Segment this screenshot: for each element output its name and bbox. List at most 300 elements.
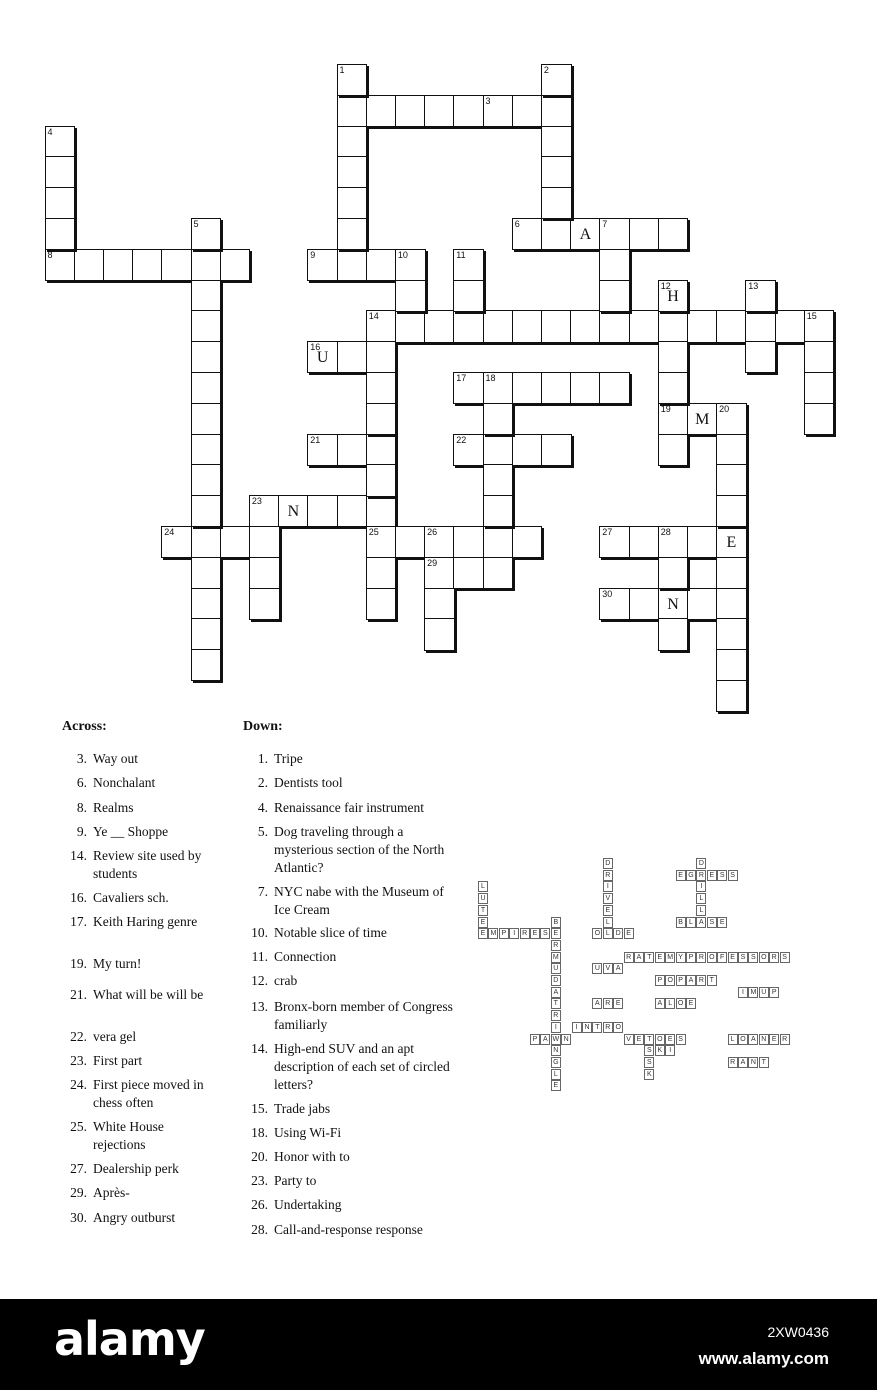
clue-text: Connection xyxy=(274,949,337,964)
grid-cell[interactable] xyxy=(570,372,601,404)
grid-cell[interactable] xyxy=(687,526,718,558)
preview-cell: D xyxy=(603,858,613,869)
preview-cell: E xyxy=(707,870,717,881)
preview-cell: I xyxy=(572,1022,582,1033)
clue-across-30 xyxy=(70,1209,218,1227)
preview-cell: R xyxy=(520,928,530,939)
preview-cell: S xyxy=(540,928,550,939)
grid-cell[interactable] xyxy=(483,372,514,404)
preview-cell: U xyxy=(592,963,602,974)
preview-cell: I xyxy=(696,881,706,892)
preview-cell: K xyxy=(655,1045,665,1056)
grid-cell[interactable] xyxy=(424,95,455,127)
grid-cell[interactable] xyxy=(716,588,747,620)
grid-cell[interactable] xyxy=(629,310,660,342)
grid-cell[interactable] xyxy=(191,526,222,558)
grid-cell[interactable] xyxy=(366,341,397,373)
clue-number: 18 xyxy=(485,373,496,383)
clue-down-26 xyxy=(251,1196,454,1214)
grid-cell[interactable] xyxy=(716,403,747,435)
grid-cell[interactable] xyxy=(512,310,543,342)
grid-cell[interactable] xyxy=(775,310,806,342)
grid-cell[interactable] xyxy=(658,403,689,435)
clue-text: Renaissance fair instrument xyxy=(274,800,424,815)
grid-cell[interactable] xyxy=(599,310,630,342)
clue-number: 20. xyxy=(251,1149,268,1164)
grid-cell[interactable] xyxy=(191,464,222,496)
grid-cell[interactable] xyxy=(483,464,514,496)
image-id: 2XW0436 xyxy=(767,1324,829,1340)
grid-cell[interactable] xyxy=(599,588,630,620)
grid-cell[interactable] xyxy=(191,372,222,404)
clue-number: 1. xyxy=(257,751,268,766)
grid-cell[interactable] xyxy=(424,310,455,342)
clue-number: 7. xyxy=(257,884,268,899)
clue-number: 15 xyxy=(806,311,817,322)
grid-cell[interactable] xyxy=(541,126,572,158)
grid-cell[interactable] xyxy=(337,156,368,188)
grid-cell[interactable] xyxy=(220,249,251,281)
grid-cell[interactable] xyxy=(45,218,76,250)
clue-across-6 xyxy=(76,774,218,792)
grid-cell[interactable] xyxy=(541,187,572,219)
grid-cell[interactable] xyxy=(483,310,514,342)
grid-cell[interactable] xyxy=(658,280,689,312)
clue-number: 18. xyxy=(251,1125,268,1140)
grid-cell[interactable] xyxy=(658,310,689,342)
grid-cell[interactable] xyxy=(337,126,368,158)
clue-across-25 xyxy=(70,1118,218,1154)
clue-number: 28 xyxy=(660,527,671,537)
grid-cell[interactable] xyxy=(366,526,397,558)
grid-cell[interactable] xyxy=(424,588,455,620)
preview-cell: R xyxy=(780,1034,790,1045)
grid-cell[interactable] xyxy=(716,310,747,342)
preview-cell: F xyxy=(717,952,727,963)
grid-cell[interactable] xyxy=(395,95,426,127)
grid-cell[interactable] xyxy=(424,618,455,650)
clue-number: 22 xyxy=(456,434,467,445)
preview-cell: T xyxy=(707,975,717,986)
grid-cell[interactable] xyxy=(424,557,455,589)
clue-number: 10. xyxy=(251,925,268,940)
clue-number: 16 xyxy=(310,342,321,353)
preview-cell: I xyxy=(509,928,519,939)
preview-cell: T xyxy=(592,1022,602,1033)
clue-text: Angry outburst xyxy=(93,1210,176,1225)
grid-cell[interactable] xyxy=(804,310,835,342)
clue-text: Bronx-born member of Congress familiarly xyxy=(274,999,453,1032)
grid-cell[interactable] xyxy=(45,249,76,281)
preview-cell: P xyxy=(676,975,686,986)
clue-across-22 xyxy=(70,1028,218,1046)
clue-text: Cavaliers sch. xyxy=(93,890,169,905)
clue-text: Notable slice of time xyxy=(274,925,387,940)
clue-across-27 xyxy=(70,1160,218,1178)
clue-number: 23. xyxy=(70,1053,87,1068)
grid-cell[interactable] xyxy=(804,372,835,404)
grid-cell[interactable] xyxy=(366,249,397,281)
clue-number: 11 xyxy=(456,249,466,260)
clue-down-12 xyxy=(251,972,454,990)
clue-number: 2 xyxy=(543,65,549,75)
grid-cell[interactable] xyxy=(191,280,222,312)
grid-cell[interactable] xyxy=(453,95,484,127)
preview-cell: T xyxy=(644,1034,654,1045)
clue-text: Keith Haring genre xyxy=(93,914,198,929)
grid-cell[interactable] xyxy=(307,341,338,373)
clue-text: Dentists tool xyxy=(274,775,343,790)
grid-cell[interactable] xyxy=(366,372,397,404)
grid-cell[interactable] xyxy=(716,649,747,681)
grid-cell[interactable] xyxy=(570,218,601,250)
preview-cell: L xyxy=(603,928,613,939)
grid-cell[interactable] xyxy=(453,372,484,404)
clue-text: First part xyxy=(93,1053,143,1068)
grid-cell[interactable] xyxy=(337,187,368,219)
given-letter: N xyxy=(287,503,300,521)
grid-cell[interactable] xyxy=(45,187,76,219)
clue-number: 14. xyxy=(70,848,87,863)
clue-number: 3 xyxy=(485,95,491,106)
grid-cell[interactable] xyxy=(745,280,776,312)
grid-cell[interactable] xyxy=(541,64,572,96)
preview-cell: S xyxy=(676,1034,686,1045)
clue-number: 28. xyxy=(251,1222,268,1237)
preview-cell: O xyxy=(676,998,686,1009)
grid-cell[interactable] xyxy=(191,649,222,681)
preview-cell: E xyxy=(686,998,696,1009)
grid-cell[interactable] xyxy=(453,249,484,281)
grid-cell[interactable] xyxy=(161,526,192,558)
grid-cell[interactable] xyxy=(658,618,689,650)
grid-cell[interactable] xyxy=(366,95,397,127)
clue-number: 9 xyxy=(310,249,316,260)
grid-cell[interactable] xyxy=(629,526,660,558)
grid-cell[interactable] xyxy=(337,249,368,281)
grid-cell[interactable] xyxy=(337,495,368,527)
clue-across-14 xyxy=(70,847,218,883)
grid-cell[interactable] xyxy=(191,341,222,373)
grid-cell[interactable] xyxy=(395,310,426,342)
preview-cell: I xyxy=(551,1022,561,1033)
preview-cell: T xyxy=(551,998,561,1009)
grid-cell[interactable] xyxy=(366,495,397,527)
clue-number: 8 xyxy=(47,249,53,260)
preview-cell: E xyxy=(551,1080,561,1091)
grid-cell[interactable] xyxy=(512,434,543,466)
grid-cell[interactable] xyxy=(191,495,222,527)
clue-number: 24 xyxy=(164,527,175,537)
grid-cell[interactable] xyxy=(483,557,514,589)
grid-cell[interactable] xyxy=(191,588,222,620)
preview-cell: V xyxy=(603,893,613,904)
clue-number: 14 xyxy=(368,311,379,322)
grid-cell[interactable] xyxy=(278,495,309,527)
grid-cell[interactable] xyxy=(745,310,776,342)
clue-number: 1 xyxy=(339,65,345,75)
grid-cell[interactable] xyxy=(716,557,747,589)
preview-cell: G xyxy=(551,1057,561,1068)
clue-text: First piece moved in chess often xyxy=(93,1077,204,1110)
grid-cell[interactable] xyxy=(804,341,835,373)
preview-cell: S xyxy=(748,952,758,963)
grid-cell[interactable] xyxy=(658,434,689,466)
grid-cell[interactable] xyxy=(599,249,630,281)
preview-cell: L xyxy=(686,917,696,928)
clue-number: 17 xyxy=(456,373,467,383)
clue-text: Nonchalant xyxy=(93,775,156,790)
clue-number: 2. xyxy=(257,775,268,790)
preview-cell: U xyxy=(759,987,769,998)
preview-cell: E xyxy=(478,928,488,939)
clue-number: 6. xyxy=(76,775,87,790)
grid-cell[interactable] xyxy=(191,403,222,435)
preview-cell: E xyxy=(624,928,634,939)
grid-cell[interactable] xyxy=(366,557,397,589)
grid-cell[interactable] xyxy=(658,526,689,558)
clue-number: 25 xyxy=(368,527,379,537)
clue-number: 30. xyxy=(70,1210,87,1225)
preview-cell: B xyxy=(551,917,561,928)
grid-cell[interactable] xyxy=(658,218,689,250)
preview-cell: A xyxy=(592,998,602,1009)
grid-cell[interactable] xyxy=(307,434,338,466)
preview-cell: L xyxy=(551,1069,561,1080)
grid-cell[interactable] xyxy=(191,310,222,342)
grid-cell[interactable] xyxy=(307,249,338,281)
clue-down-4 xyxy=(257,799,454,817)
clue-text: White House rejections xyxy=(93,1119,164,1152)
grid-cell[interactable] xyxy=(191,434,222,466)
preview-cell: G xyxy=(686,870,696,881)
grid-cell[interactable] xyxy=(570,310,601,342)
grid-cell[interactable] xyxy=(804,403,835,435)
grid-cell[interactable] xyxy=(599,280,630,312)
grid-cell[interactable] xyxy=(541,156,572,188)
grid-cell[interactable] xyxy=(453,280,484,312)
clue-number: 20 xyxy=(719,403,730,414)
clue-number: 15. xyxy=(251,1101,268,1116)
clue-number: 11. xyxy=(251,949,268,964)
preview-cell: E xyxy=(634,1034,644,1045)
grid-cell[interactable] xyxy=(191,618,222,650)
grid-cell[interactable] xyxy=(658,557,689,589)
preview-cell: E xyxy=(603,905,613,916)
grid-cell[interactable] xyxy=(103,249,134,281)
grid-cell[interactable] xyxy=(716,434,747,466)
preview-cell: N xyxy=(748,1057,758,1068)
grid-cell[interactable] xyxy=(132,249,163,281)
clue-text: Undertaking xyxy=(274,1197,342,1212)
clue-number: 12. xyxy=(251,973,268,988)
preview-cell: D xyxy=(613,928,623,939)
grid-cell[interactable] xyxy=(395,249,426,281)
grid-cell[interactable] xyxy=(541,218,572,250)
grid-cell[interactable] xyxy=(337,341,368,373)
grid-cell[interactable] xyxy=(716,680,747,712)
clue-number: 23. xyxy=(251,1173,268,1188)
grid-cell[interactable] xyxy=(483,95,514,127)
clue-text: Review site used by students xyxy=(93,848,202,881)
grid-cell[interactable] xyxy=(366,403,397,435)
preview-cell: N xyxy=(582,1022,592,1033)
grid-cell[interactable] xyxy=(687,588,718,620)
grid-cell[interactable] xyxy=(716,495,747,527)
preview-cell: O xyxy=(707,952,717,963)
clue-across-9 xyxy=(76,823,218,841)
grid-cell[interactable] xyxy=(629,588,660,620)
preview-cell: E xyxy=(665,1034,675,1045)
grid-cell[interactable] xyxy=(366,434,397,466)
grid-cell[interactable] xyxy=(658,341,689,373)
grid-cell[interactable] xyxy=(366,310,397,342)
grid-cell[interactable] xyxy=(337,95,368,127)
grid-cell[interactable] xyxy=(745,341,776,373)
preview-cell: N xyxy=(561,1034,571,1045)
clue-across-23 xyxy=(70,1052,218,1070)
preview-cell: O xyxy=(613,1022,623,1033)
grid-cell[interactable] xyxy=(658,372,689,404)
grid-cell[interactable] xyxy=(716,464,747,496)
grid-cell[interactable] xyxy=(424,526,455,558)
clue-number: 24. xyxy=(70,1077,87,1092)
grid-cell[interactable] xyxy=(395,280,426,312)
grid-cell[interactable] xyxy=(483,434,514,466)
grid-cell[interactable] xyxy=(74,249,105,281)
grid-cell[interactable] xyxy=(541,434,572,466)
preview-cell: L xyxy=(696,905,706,916)
grid-cell[interactable] xyxy=(249,557,280,589)
grid-cell[interactable] xyxy=(658,588,689,620)
grid-cell[interactable] xyxy=(191,249,222,281)
preview-cell: P xyxy=(530,1034,540,1045)
grid-cell[interactable] xyxy=(45,126,76,158)
preview-cell: A xyxy=(613,963,623,974)
grid-cell[interactable] xyxy=(599,372,630,404)
grid-cell[interactable] xyxy=(337,64,368,96)
grid-cell[interactable] xyxy=(337,218,368,250)
preview-cell: L xyxy=(665,998,675,1009)
clue-down-13 xyxy=(251,998,454,1034)
grid-cell[interactable] xyxy=(453,526,484,558)
grid-cell[interactable] xyxy=(716,618,747,650)
across-heading: Across: xyxy=(62,719,107,734)
preview-cell: T xyxy=(759,1057,769,1068)
clue-down-18 xyxy=(251,1124,454,1142)
grid-cell[interactable] xyxy=(191,557,222,589)
preview-cell: M xyxy=(665,952,675,963)
grid-cell[interactable] xyxy=(483,495,514,527)
grid-cell[interactable] xyxy=(453,310,484,342)
preview-cell: A xyxy=(748,1034,758,1045)
preview-cell: O xyxy=(665,975,675,986)
preview-cell: S xyxy=(707,917,717,928)
grid-cell[interactable] xyxy=(337,434,368,466)
clue-number: 29 xyxy=(427,557,438,568)
preview-cell: V xyxy=(624,1034,634,1045)
preview-cell: A xyxy=(696,917,706,928)
grid-cell[interactable] xyxy=(453,557,484,589)
clue-text: Trade jabs xyxy=(274,1101,331,1116)
clue-number: 12 xyxy=(660,280,671,291)
preview-cell: E xyxy=(676,870,686,881)
grid-cell[interactable] xyxy=(453,434,484,466)
grid-cell[interactable] xyxy=(220,526,251,558)
preview-cell: D xyxy=(696,858,706,869)
clue-text: Après- xyxy=(93,1185,130,1200)
preview-cell: E xyxy=(551,928,561,939)
clue-text: Honor with to xyxy=(274,1149,350,1164)
clue-down-28 xyxy=(251,1221,454,1239)
clue-text: Party to xyxy=(274,1173,317,1188)
clue-down-2 xyxy=(257,774,454,792)
preview-cell: O xyxy=(655,1034,665,1045)
grid-cell[interactable] xyxy=(395,526,426,558)
grid-cell[interactable] xyxy=(249,526,280,558)
grid-cell[interactable] xyxy=(512,95,543,127)
preview-cell: N xyxy=(551,1045,561,1056)
grid-cell[interactable] xyxy=(599,218,630,250)
preview-cell: L xyxy=(728,1034,738,1045)
grid-cell[interactable] xyxy=(512,218,543,250)
grid-cell[interactable] xyxy=(541,310,572,342)
clue-across-21 xyxy=(70,986,218,1004)
preview-cell: R xyxy=(551,940,561,951)
grid-cell[interactable] xyxy=(483,526,514,558)
clue-across-19 xyxy=(70,955,218,973)
clue-across-8 xyxy=(76,799,218,817)
grid-cell[interactable] xyxy=(512,372,543,404)
clue-down-14 xyxy=(251,1040,454,1094)
clue-number: 27. xyxy=(70,1161,87,1176)
clue-text: vera gel xyxy=(93,1029,137,1044)
clue-number: 5. xyxy=(257,824,268,839)
preview-cell: K xyxy=(644,1069,654,1080)
clue-number: 16. xyxy=(70,890,87,905)
grid-cell[interactable] xyxy=(541,95,572,127)
grid-cell[interactable] xyxy=(249,588,280,620)
clue-number: 8. xyxy=(76,800,87,815)
given-letter: H xyxy=(667,287,679,305)
grid-cell[interactable] xyxy=(629,218,660,250)
preview-cell: R xyxy=(696,975,706,986)
grid-cell[interactable] xyxy=(541,372,572,404)
grid-cell[interactable] xyxy=(483,403,514,435)
clue-number: 3. xyxy=(76,751,87,766)
given-letter: N xyxy=(667,595,679,613)
clue-text: crab xyxy=(274,973,298,988)
given-letter: A xyxy=(579,226,592,243)
grid-cell[interactable] xyxy=(191,218,222,250)
grid-cell[interactable] xyxy=(599,526,630,558)
grid-cell[interactable] xyxy=(512,526,543,558)
grid-cell[interactable] xyxy=(687,403,718,435)
clue-number: 19. xyxy=(70,956,87,971)
preview-cell: L xyxy=(696,893,706,904)
grid-cell[interactable] xyxy=(307,495,338,527)
grid-cell[interactable] xyxy=(161,249,192,281)
grid-cell[interactable] xyxy=(45,156,76,188)
grid-cell[interactable] xyxy=(687,310,718,342)
grid-cell[interactable] xyxy=(366,588,397,620)
grid-cell[interactable] xyxy=(716,526,747,558)
preview-cell: A xyxy=(634,952,644,963)
grid-cell[interactable] xyxy=(366,464,397,496)
clue-text: Dealership perk xyxy=(93,1161,179,1176)
clue-number: 5 xyxy=(193,219,199,229)
grid-cell[interactable] xyxy=(249,495,280,527)
